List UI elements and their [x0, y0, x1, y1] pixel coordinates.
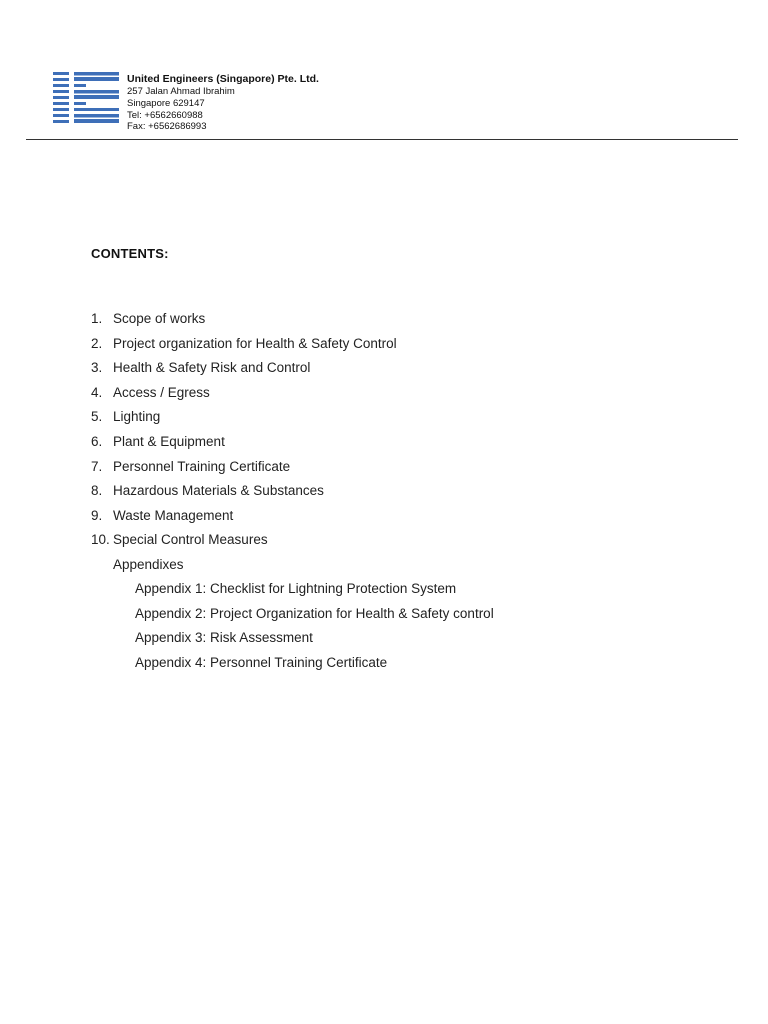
appendix-item: Appendix 4: Personnel Training Certificate	[135, 654, 388, 670]
address-line-2: Singapore 629147	[127, 97, 205, 109]
address-line-1: 257 Jalan Ahmad Ibrahim	[127, 86, 235, 97]
appendix-item: Appendix 2: Project Organization for Health & Safety control	[135, 605, 494, 621]
appendixes-heading: Appendixes	[113, 557, 184, 572]
contents-item: 10. Special Control Measures	[91, 532, 268, 548]
telephone: Tel: +6562660988	[127, 109, 203, 121]
contents-item: 6. Plant & Equipment	[91, 433, 225, 449]
contents-item: 4. Access / Egress	[91, 384, 210, 400]
header-divider	[26, 139, 738, 140]
contents-item: 7. Personnel Training Certificate	[91, 458, 291, 474]
contents-item: 8. Hazardous Materials & Substances	[91, 483, 324, 499]
contents-item: 5. Lighting	[91, 409, 161, 425]
contents-item: 1. Scope of works	[91, 311, 206, 326]
appendix-item: Appendix 3: Risk Assessment	[135, 630, 313, 646]
company-logo	[53, 72, 119, 124]
fax: Fax: +6562686993	[127, 121, 207, 133]
contents-item: 3. Health & Safety Risk and Control	[91, 360, 311, 376]
appendix-item: Appendix 1: Checklist for Lightning Protection System	[135, 581, 457, 596]
contents-item: 9. Waste Management	[91, 507, 234, 523]
contents-list	[91, 310, 397, 556]
company-name: United Engineers (Singapore) Pte. Ltd.	[127, 73, 319, 85]
contents-item: 2. Project organization for Health & Safety Control	[91, 335, 397, 351]
appendix-list	[135, 580, 494, 678]
letterhead	[127, 73, 319, 133]
contents-heading: CONTENTS:	[91, 246, 169, 261]
